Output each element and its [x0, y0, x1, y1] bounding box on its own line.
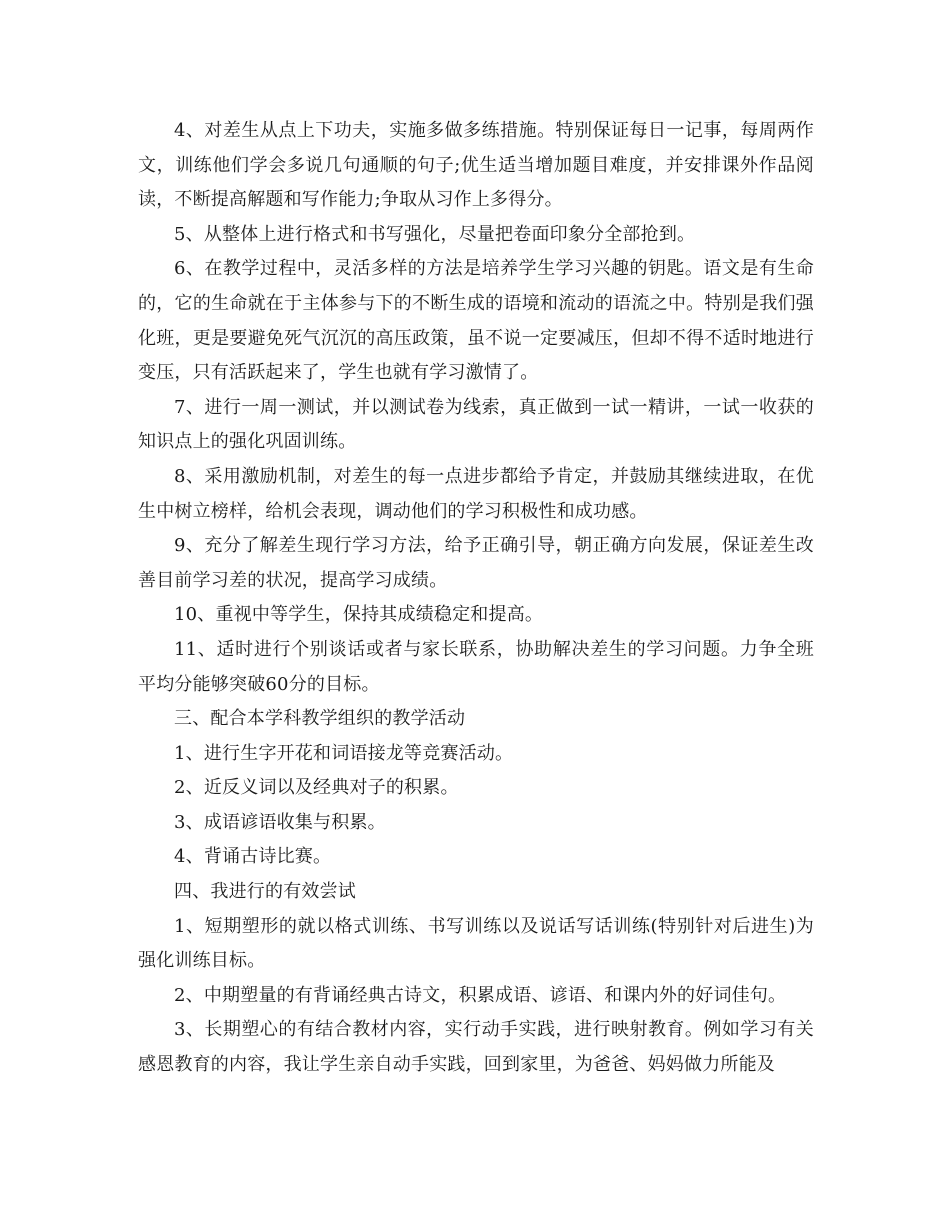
- activity-item-2: 2、近反义词以及经典对子的积累。: [174, 777, 459, 799]
- paragraph-item-11: 11、适时进行个别谈话或者与家长联系，协助解决差生的学习问题。力争全班平均分能够突破60分的目标。: [138, 638, 814, 695]
- attempt-item-2: 2、中期塑量的有背诵经典古诗文，积累成语、谚语、和课内外的好词佳句。: [174, 984, 787, 1006]
- attempt-item-3: 3、长期塑心的有结合教材内容，实行动手实践，进行映射教育。例如学习有关感恩教育的内容，我让学生亲自动手实践，回到家里，为爸爸、妈妈做力所能及: [138, 1019, 814, 1076]
- paragraph-item-9: 9、充分了解差生现行学习方法，给予正确引导，朝正确方向发展，保证差生改善目前学习差的状况，提高学习成绩。: [138, 535, 814, 591]
- activity-item-1: 1、进行生字开花和词语接龙等竞赛活动。: [174, 742, 514, 764]
- paragraph-item-10: 10、重视中等学生，保持其成绩稳定和提高。: [174, 604, 544, 626]
- section-heading-effective-attempts: 四、我进行的有效尝试: [174, 881, 356, 903]
- document-body: [138, 114, 814, 1083]
- paragraph-item-5: 5、从整体上进行格式和书写强化，尽量把卷面印象分全部抢到。: [174, 223, 696, 245]
- paragraph-item-4: 4、对差生从点上下功夫，实施多做多练措施。特别保证每日一记事，每周两作文，训练他们学会多说几句通顺的句子;优生适当增加题目难度，并安排课外作品阅读，不断提高解题和写作能力;争取从习作上多得分。: [138, 120, 814, 211]
- attempt-item-1: 1、短期塑形的就以格式训练、书写训练以及说话写话训练(特别针对后进生)为强化训练目标。: [138, 915, 814, 972]
- activity-item-4: 4、背诵古诗比赛。: [174, 846, 332, 868]
- section-heading-teaching-activities: 三、配合本学科教学组织的教学活动: [174, 708, 466, 730]
- paragraph-item-6: 6、在教学过程中，灵活多样的方法是培养学生学习兴趣的钥匙。语文是有生命的，它的生命就在于主体参与下的不断生成的语境和流动的语流之中。特别是我们强化班，更是要避免死气沉沉的高压政策，虽不说一定要减压，但却不得不适时地进行变压，只有活跃起来了，学生也就有学习激情了。: [138, 258, 814, 384]
- activity-item-3: 3、成语谚语收集与积累。: [174, 811, 386, 833]
- paragraph-item-8: 8、采用激励机制，对差生的每一点进步都给予肯定，并鼓励其继续进取，在优生中树立榜样，给机会表现，调动他们的学习积极性和成功感。: [138, 465, 814, 522]
- paragraph-item-7: 7、进行一周一测试，并以测试卷为线索，真正做到一试一精讲，一试一收获的知识点上的强化巩固训练。: [138, 396, 814, 453]
